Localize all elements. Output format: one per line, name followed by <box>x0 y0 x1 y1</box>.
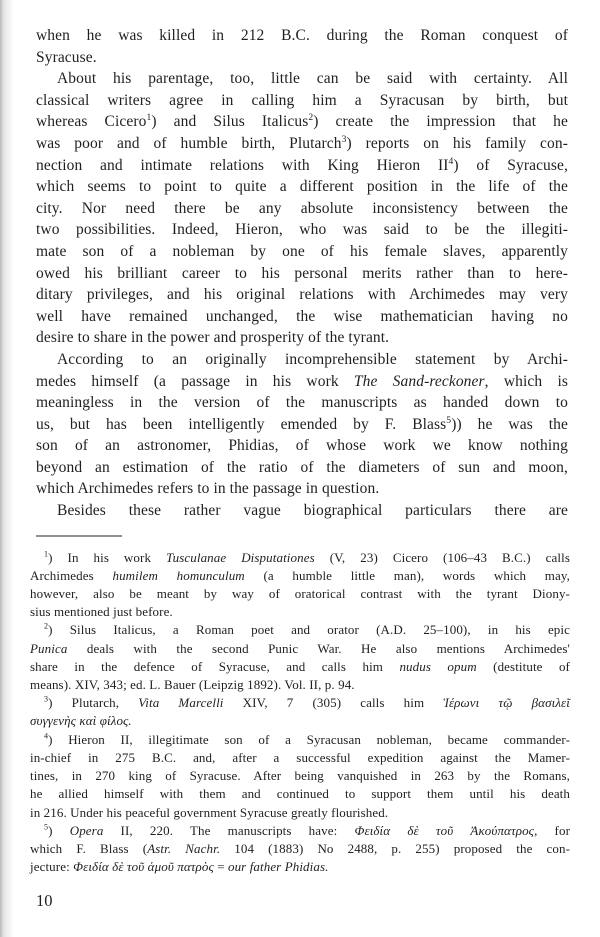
text-segment: son of an astronomer, Phidias, of whose work we know nothing <box>36 437 568 455</box>
text-segment: ) Hieron II, illegitimate son of a Syracusan nobleman, became commander- <box>48 731 570 747</box>
text-line <box>30 731 570 749</box>
text-segment: medes himself (a passage in his work <box>36 372 354 390</box>
text-segment: ) <box>48 822 70 838</box>
text-segment: owed his brilliant career to his personal merits rather than to here- <box>36 264 568 282</box>
text-segment: which Archimedes refers to in the passage in question. <box>36 480 380 498</box>
paragraph <box>36 349 568 500</box>
text-segment: ) of Syracuse, <box>453 156 568 174</box>
text-line <box>30 603 570 621</box>
text-line <box>36 263 568 285</box>
text-segment: however, also be meant by way of oratorical contrast with the tyrant Diony- <box>30 586 570 602</box>
text-segment: 104 (1883) No 2488, p. 255) proposed the con- <box>220 840 570 856</box>
footnote-marker: 4 <box>44 731 49 741</box>
text-line <box>30 767 570 785</box>
footnote-marker: 4 <box>448 155 454 167</box>
text-segment: in 216. Under his peaceful government Syracuse greatly flourished. <box>30 804 389 820</box>
text-segment: = <box>213 859 228 875</box>
footnote-marker: 2 <box>308 112 314 124</box>
text-line <box>36 241 568 263</box>
text-segment: ) Plutarch, <box>48 695 139 711</box>
text-segment: )) he was the <box>451 415 568 433</box>
text-segment: ) create the impression that he <box>313 113 568 131</box>
text-segment: desire to share in the power and prosperity of the tyrant. <box>36 329 390 347</box>
text-line <box>30 640 570 658</box>
text-segment: Opera <box>69 822 104 838</box>
text-line <box>30 585 570 603</box>
footnote <box>30 694 570 730</box>
text-line <box>36 25 568 47</box>
footnote <box>30 822 570 877</box>
text-segment: Punica <box>30 640 68 656</box>
text-segment: jecture: <box>30 859 74 875</box>
text-line <box>36 435 568 457</box>
text-line <box>30 694 570 712</box>
text-line <box>36 284 568 306</box>
text-segment: us, but has been intelligently emended by F. Blass <box>36 415 447 433</box>
text-line <box>36 327 568 349</box>
paragraph <box>36 500 568 522</box>
text-line <box>36 500 568 522</box>
text-line <box>30 749 570 767</box>
text-segment: sius mentioned just before. <box>30 604 173 620</box>
text-line <box>30 858 570 876</box>
text-segment: tines, in 270 king of Syracuse. After being vanquished in 263 by the Romans, <box>30 768 570 784</box>
text-line <box>36 155 568 177</box>
text-segment: ) In his work <box>48 549 167 565</box>
text-segment: According to an originally incomprehensible statement by Archi- <box>57 350 568 368</box>
text-segment: (destitute of <box>476 658 570 674</box>
text-line <box>30 567 570 585</box>
main-text <box>36 25 568 522</box>
footnote-marker: 5 <box>446 414 452 426</box>
text-segment: II, 220. The manuscripts have: <box>103 822 355 838</box>
text-segment: classical writers agree in calling him a Syracusan by birth, but <box>36 91 568 109</box>
text-segment: , which is <box>484 372 568 390</box>
text-line <box>36 133 568 155</box>
text-segment: share in the defence of Syracuse, and calls him <box>30 658 400 674</box>
text-segment: , for <box>534 822 571 838</box>
text-segment: Φειδία δὲ τοῦ ἁμοῦ πατρὸς <box>73 859 214 875</box>
text-segment: Tusculanae Disputationes <box>166 549 315 565</box>
text-segment: (a humble little man), words which may, <box>244 567 570 583</box>
text-segment: Astr. Nachr. <box>147 840 221 856</box>
text-segment: (V, 23) Cicero (106–43 B.C.) calls <box>314 549 570 565</box>
text-segment: Syracuse. <box>36 48 97 66</box>
text-segment: which F. Blass ( <box>30 840 148 856</box>
text-segment: About his parentage, too, little can be said with certainty. All <box>57 70 568 88</box>
text-segment: nection and intimate relations with King Hieron II <box>36 156 449 174</box>
text-segment: XIV, 7 (305) calls him <box>223 695 444 711</box>
footnote-marker: 1 <box>44 549 49 559</box>
text-line <box>30 549 570 567</box>
text-segment: meaningless in the version of the manuscripts as handed down to <box>36 394 568 412</box>
text-line <box>36 90 568 112</box>
footnote-marker: 2 <box>44 622 49 632</box>
text-segment: συγγενὴς καὶ φίλος. <box>30 713 132 729</box>
text-line <box>36 478 568 500</box>
text-line <box>30 676 570 694</box>
text-line <box>36 414 568 436</box>
text-line <box>36 176 568 198</box>
text-segment: in-chief in 275 B.C. and, after a successful expedition against the Mamer- <box>30 749 570 765</box>
text-segment: city. Nor need there be any absolute inconsistency between the <box>36 199 568 217</box>
text-line <box>36 47 568 69</box>
text-segment: The Sand-reckoner <box>353 372 485 390</box>
text-segment: deals with the second Punic War. He also mentions Archimedes' <box>67 640 570 656</box>
footnote-marker: 1 <box>146 112 152 124</box>
footnote <box>30 549 570 622</box>
text-segment: which seems to point to quite a different position in the life of the <box>36 178 568 196</box>
text-segment: Vita Marcelli <box>138 695 224 711</box>
footnote <box>30 621 570 694</box>
text-segment: Φειδία δὲ τοῦ Ἀκούπατρος <box>354 822 535 838</box>
text-line <box>36 371 568 393</box>
text-line <box>36 198 568 220</box>
text-segment: ditary privileges, and his original relations with Archimedes may very <box>36 286 568 304</box>
text-line <box>30 785 570 803</box>
text-segment: means). XIV, 343; ed. L. Bauer (Leipzig 1892). Vol. II, p. 94. <box>30 677 355 693</box>
footnote-marker: 5 <box>44 822 49 832</box>
text-line <box>30 712 570 730</box>
text-segment: nudus opum <box>399 658 477 674</box>
text-segment: when he was killed in 212 B.C. during the Roman conquest of <box>36 27 568 44</box>
text-segment: Ἱέρωνι τῷ βασιλεῖ <box>443 695 570 711</box>
footnote-marker: 3 <box>44 694 49 704</box>
text-line <box>36 392 568 414</box>
text-segment: Archimedes <box>30 567 113 583</box>
text-line <box>36 306 568 328</box>
text-line <box>30 621 570 639</box>
text-line <box>36 68 568 90</box>
text-line <box>30 658 570 676</box>
text-segment: beyond an estimation of the ratio of the diameters of sun and moon, <box>36 458 568 476</box>
page-number: 10 <box>36 891 53 911</box>
footnote-marker: 3 <box>341 133 347 145</box>
text-segment: our father Phidias. <box>227 859 329 875</box>
text-line <box>36 457 568 479</box>
text-segment: humilem homunculum <box>112 567 245 583</box>
footnote-separator <box>36 535 122 537</box>
text-segment: well have remained unchanged, the wise mathematician having no <box>36 307 568 325</box>
text-segment: mate son of a nobleman by one of his female slaves, apparently <box>36 242 568 260</box>
text-segment: ) reports on his family con- <box>346 134 568 152</box>
text-line <box>36 111 568 133</box>
text-segment: ) Silus Italicus, a Roman poet and orator (A.D. 25–100), in his epic <box>48 622 570 638</box>
text-line <box>30 840 570 858</box>
text-segment: he allied himself with them and continued to support them until his death <box>30 786 570 802</box>
text-segment: Besides these rather vague biographical particulars there are <box>57 502 568 520</box>
footnote <box>30 731 570 822</box>
paragraph <box>36 25 568 68</box>
text-segment: was poor and of humble birth, Plutarch <box>36 134 342 152</box>
text-segment: whereas Cicero <box>36 113 147 131</box>
text-line <box>30 804 570 822</box>
text-line <box>36 349 568 371</box>
text-segment: ) and Silus Italicus <box>151 113 309 131</box>
paragraph <box>36 68 568 349</box>
text-segment: two possibilities. Indeed, Hieron, who was said to be the illegiti- <box>36 221 568 239</box>
text-line <box>30 822 570 840</box>
footnotes <box>30 549 570 877</box>
text-line <box>36 219 568 241</box>
